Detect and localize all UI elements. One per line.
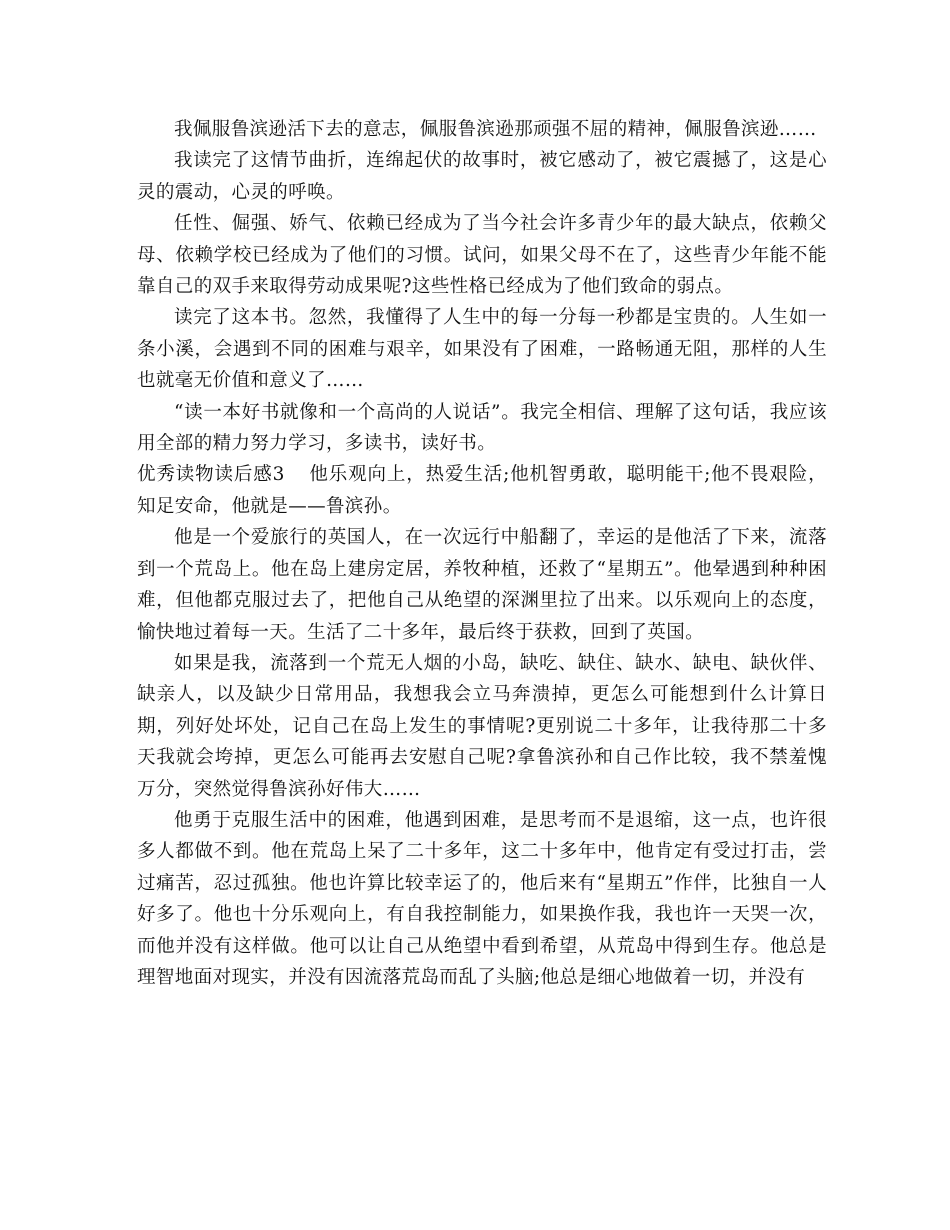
paragraph-2: 我读完了这情节曲折，连绵起伏的故事时，被它感动了，被它震撼了，这是心灵的震动，心灵的呼唤。 [137, 150, 827, 203]
paragraph-5: “读一本好书就像和一个高尚的人说话”。我完全相信、理解了这句话，我应该用全部的精力努力学习，多读书，读好书。 [137, 401, 827, 455]
section-heading: 优秀读物读后感3 [137, 464, 285, 486]
paragraph-1: 我佩服鲁滨逊活下去的意志，佩服鲁滨逊那顽强不屈的精神，佩服鲁滨逊…… [174, 119, 817, 140]
paragraph-3: 任性、倔强、娇气、依赖已经成为了当今社会许多青少年的最大缺点，依赖父母、依赖学校已经成为了他们的习惯。试问，如果父母不在了，这些青少年能不能靠自己的双手来取得劳动成果呢?这些性格已经成为了他们致命的弱点。 [137, 213, 827, 298]
paragraph-7: 如果是我，流落到一个荒无人烟的小岛，缺吃、缺住、缺水、缺电、缺伙伴、缺亲人，以及缺少日常用品，我想我会立马奔溃掉，更怎么可能想到什么计算日期，列好处坏处，记自己在岛上发生的事情呢?更别说二十多年，让我待那二十多天我就会垮掉，更怎么可能再去安慰自己呢?拿鲁滨孙和自己作比较，我不禁羞愧万分，突然觉得鲁滨孙好伟大…… [137, 652, 827, 800]
paragraph-4: 读完了这本书。忽然，我懂得了人生中的每一分每一秒都是宝贵的。人生如一条小溪，会遇到不同的困难与艰辛，如果没有了困难，一路畅通无阻，那样的人生也就毫无价值和意义了…… [137, 307, 827, 392]
document-body [137, 114, 827, 993]
paragraph-6: 他是一个爱旅行的英国人，在一次远行中船翻了，幸运的是他活了下来，流落到一个荒岛上。他在岛上建房定居，养牧种植，还救了“星期五”。他晕遇到种种困难，但他都克服过去了，把他自己从绝望的深渊里拉了出来。以乐观向上的态度，愉快地过着每一天。生活了二十多年，最后终于获救，回到了英国。 [137, 527, 827, 643]
section-paragraph [137, 459, 827, 522]
paragraph-8: 他勇于克服生活中的困难，他遇到困难，是思考而不是退缩，这一点，也许很多人都做不到。他在荒岛上呆了二十多年，这二十多年中，他肯定有受过打击，尝过痛苦，忍过孤独。他也许算比较幸运了的，他后来有“星期五”作伴，比独自一人好多了。他也十分乐观向上，有自我控制能力，如果换作我，我也许一天哭一次，而他并没有这样做。他可以让自己从绝望中看到希望，从荒岛中得到生存。他总是理智地面对现实，并没有因流落荒岛而乱了头脑;他总是细心地做着一切，并没有 [137, 809, 827, 988]
section-first-text: 他乐观向上，热爱生活;他机智勇敢，聪明能干;他不畏艰险，知足安命，他就是——鲁滨孙。 [137, 464, 827, 517]
